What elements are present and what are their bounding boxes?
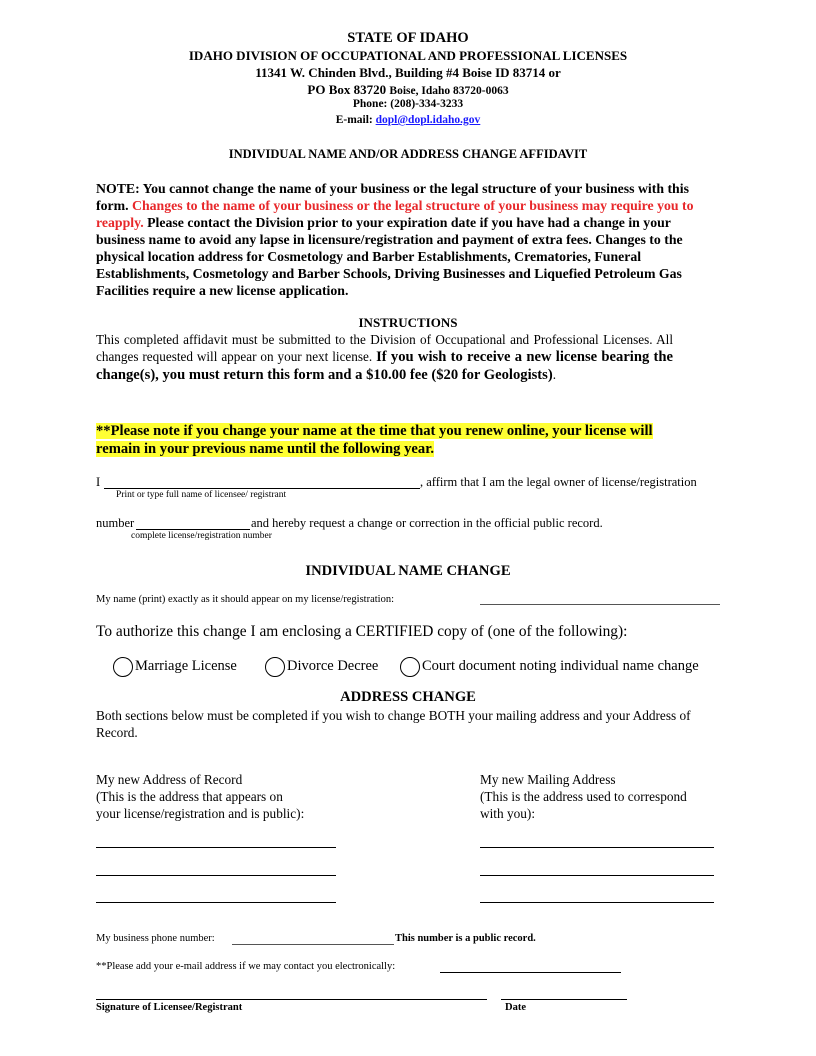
email-link[interactable]: dopl@dopl.idaho.gov [375, 114, 481, 126]
note-paragraph [96, 180, 716, 299]
instructions-period: . [552, 367, 556, 382]
mailing-address-line-1[interactable] [480, 847, 714, 848]
court-document-radio[interactable] [400, 657, 420, 677]
instructions-fee: If you wish to receive a new license bearing the change(s), you must return this form and a $10.00 fee ($20 for Geologists) [96, 349, 673, 383]
licensee-name-caption: Print or type full name of licensee/ registrant [116, 490, 287, 500]
mailing-address-block [480, 771, 687, 822]
po-box-line [0, 82, 816, 98]
my-name-label: My name (print) exactly as it should appear on my license/registration: [96, 594, 394, 605]
address-of-record-desc-2: your license/registration and is public): [96, 806, 305, 821]
state-title: STATE OF IDAHO [347, 30, 469, 46]
marriage-license-radio[interactable] [113, 657, 133, 677]
email-line [0, 114, 816, 126]
email-label: E-mail: [335, 114, 373, 126]
signature-line[interactable] [96, 999, 487, 1000]
date-line[interactable] [501, 999, 627, 1000]
record-address-line-2[interactable] [96, 875, 336, 876]
email-request-line[interactable] [440, 972, 621, 973]
po-box: PO Box 83720 [307, 82, 387, 97]
affirm-prefix: I [96, 475, 101, 489]
po-city: Boise, Idaho 83720-0063 [389, 85, 509, 97]
email-request-label: **Please add your e-mail address if we may contact you electronically: [96, 961, 396, 972]
instructions-heading: INSTRUCTIONS [358, 315, 458, 330]
mailing-address-desc-2: with you): [480, 806, 536, 821]
address-of-record-desc-1: (This is the address that appears on [96, 789, 283, 804]
mailing-address-line-2[interactable] [480, 875, 714, 876]
instructions-text-1: This completed affidavit must be submitted to the Division of Occupational and Professional Licenses. All changes requested will appear on your next license. [96, 332, 673, 364]
renew-note-text: **Please note if you change your name at the time that you renew online, your license will remain in your previous name until the following year. [96, 423, 653, 457]
option-court-document[interactable] [400, 654, 699, 678]
form-title: INDIVIDUAL NAME AND/OR ADDRESS CHANGE AFFIDAVIT [228, 147, 588, 161]
mailing-address-title: My new Mailing Address [480, 772, 616, 787]
renew-note [96, 422, 686, 458]
address-of-record-title: My new Address of Record [96, 772, 243, 787]
note-warning: Changes to the name of your business or the legal structure of your business may require you to reapply. [96, 198, 694, 230]
record-address-line-1[interactable] [96, 847, 336, 848]
address-change-intro: Both sections below must be completed if you wish to change BOTH your mailing address and your Address of Record. [96, 708, 691, 740]
marriage-license-label: Marriage License [135, 658, 237, 674]
court-document-label: Court document noting individual name change [422, 658, 699, 674]
number-suffix: and hereby request a change or correction in the official public record. [251, 516, 603, 530]
note-text-1: NOTE: You cannot change the name of your business or the legal structure of your business with this form. [96, 181, 689, 213]
address-change-heading: ADDRESS CHANGE [340, 689, 476, 705]
mailing-address-line-3[interactable] [480, 902, 714, 903]
signature-label: Signature of Licensee/Registrant [96, 1002, 243, 1013]
phone-public-note: This number is a public record. [395, 933, 536, 944]
note-text-2: Please contact the Division prior to your expiration date if you have had a change in your business name to avoid any lapse in licensure/registration and payment of extra fees. Changes to the physical location address for Cosmetology and Barber Establishments, Crematories, Funeral Establishments, Cosmetology and Barber Schools, Driving Businesses and Liquefied Petroleum Gas Facilities require a new license application. [96, 215, 683, 298]
my-name-line[interactable] [480, 604, 720, 605]
option-marriage-license[interactable] [113, 654, 237, 678]
phone-number: Phone: (208)-334-3233 [352, 98, 464, 110]
divorce-decree-label: Divorce Decree [287, 658, 379, 674]
division-name: IDAHO DIVISION OF OCCUPATIONAL AND PROFESSIONAL LICENSES [188, 48, 628, 63]
record-address-line-3[interactable] [96, 902, 336, 903]
address-of-record-block [96, 771, 304, 822]
name-change-heading: INDIVIDUAL NAME CHANGE [305, 563, 511, 579]
instructions-text [96, 331, 673, 384]
option-divorce-decree[interactable] [265, 654, 378, 678]
license-number-line[interactable] [136, 529, 250, 530]
divorce-decree-radio[interactable] [265, 657, 285, 677]
affirm-suffix: , affirm that I am the legal owner of license/registration [420, 475, 697, 489]
mailing-address-desc-1: (This is the address used to correspond [480, 789, 687, 804]
street-address: 11341 W. Chinden Blvd., Building #4 Boise ID 83714 or [255, 65, 561, 80]
phone-label: My business phone number: [96, 933, 215, 944]
authorize-text: To authorize this change I am enclosing a CERTIFIED copy of (one of the following): [96, 623, 628, 640]
phone-line[interactable] [232, 944, 394, 945]
number-prefix: number [96, 516, 135, 530]
date-label: Date [505, 1002, 526, 1013]
license-number-caption: complete license/registration number [131, 531, 272, 541]
licensee-name-line[interactable] [104, 488, 420, 489]
